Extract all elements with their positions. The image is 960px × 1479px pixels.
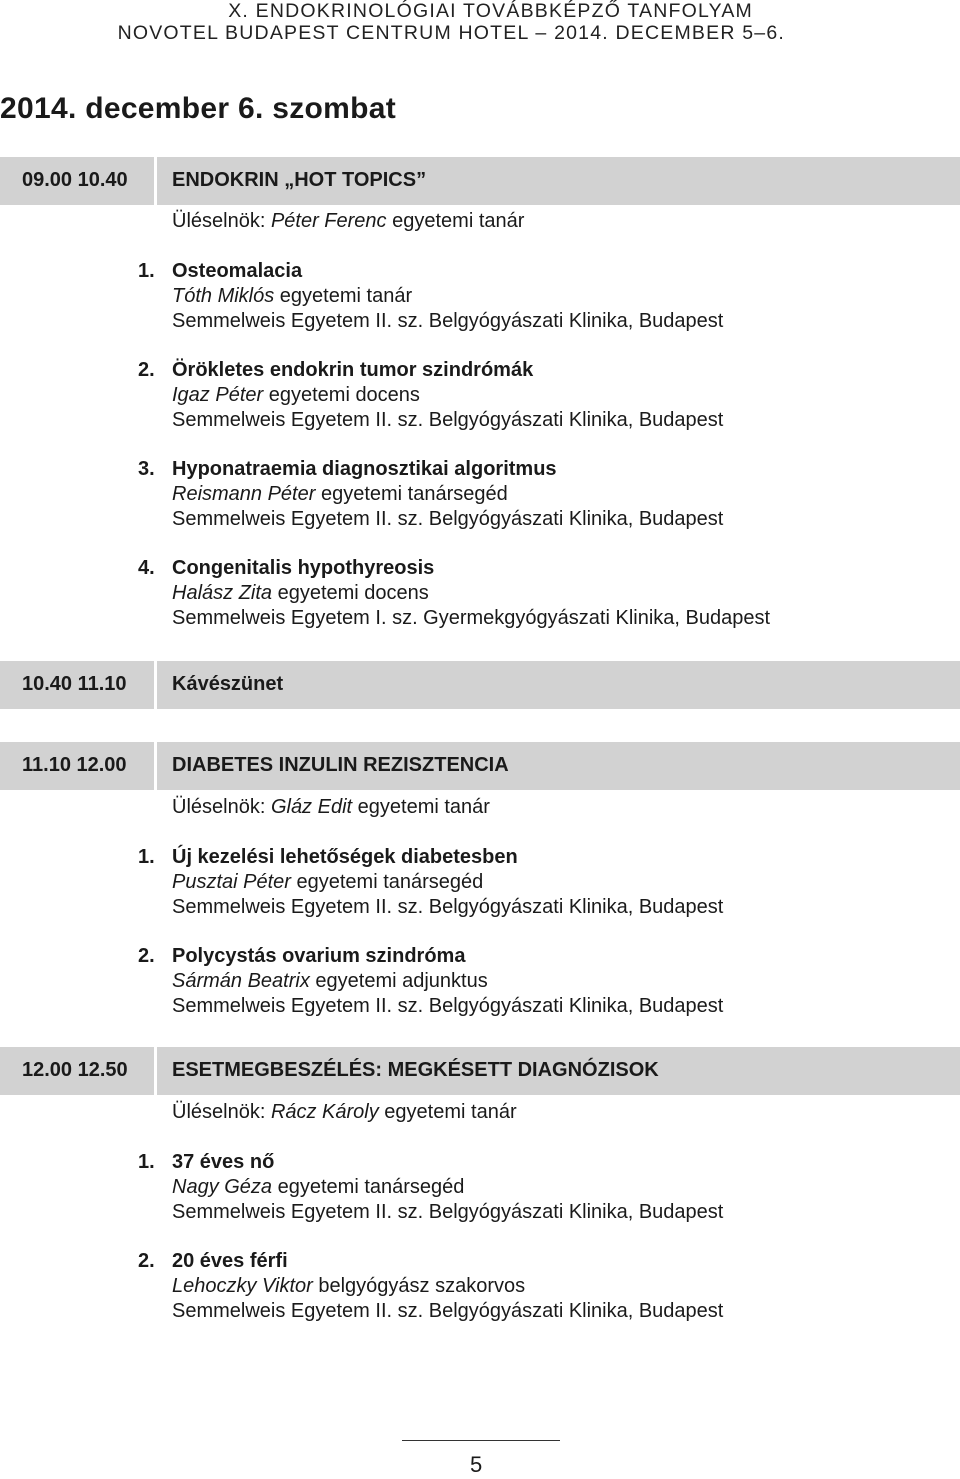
talk-speaker: Tóth Miklós egyetemi tanár xyxy=(172,285,413,307)
session-time: 10.40 11.10 xyxy=(22,673,127,695)
talk-number: 4. xyxy=(138,557,155,579)
talk-number: 2. xyxy=(138,1250,155,1272)
talk-affiliation: Semmelweis Egyetem II. sz. Belgyógyászati Klinika, Budapest xyxy=(172,896,724,918)
talk-affiliation: Semmelweis Egyetem II. sz. Belgyógyászati Klinika, Budapest xyxy=(172,409,724,431)
session-title: ESETMEGBESZÉLÉS: MEGKÉSETT DIAGNÓZISOK xyxy=(172,1059,659,1081)
talk-number: 2. xyxy=(138,359,155,381)
talk-affiliation: Semmelweis Egyetem I. sz. Gyermekgyógyászati Klinika, Budapest xyxy=(172,607,771,629)
talk-title: Örökletes endokrin tumor szindrómák xyxy=(172,359,534,381)
talk-affiliation: Semmelweis Egyetem II. sz. Belgyógyászati Klinika, Budapest xyxy=(172,508,724,530)
header-line-2: NOVOTEL BUDAPEST CENTRUM HOTEL – 2014. DECEMBER 5–6. xyxy=(117,22,785,44)
session-chair: Üléselnök: Gláz Edit egyetemi tanár xyxy=(172,796,490,818)
talk-speaker: Igaz Péter egyetemi docens xyxy=(172,384,420,406)
talk-title: 20 éves férfi xyxy=(172,1250,288,1272)
session-chair: Üléselnök: Rácz Károly egyetemi tanár xyxy=(172,1101,517,1123)
talk-speaker: Pusztai Péter egyetemi tanársegéd xyxy=(172,871,484,893)
talk-title: Osteomalacia xyxy=(172,260,303,282)
talk-number: 3. xyxy=(138,458,155,480)
talk-number: 1. xyxy=(138,846,155,868)
talk-title: Congenitalis hypothyreosis xyxy=(172,557,435,579)
session-title: Kávészünet xyxy=(172,673,284,695)
talk-affiliation: Semmelweis Egyetem II. sz. Belgyógyászati Klinika, Budapest xyxy=(172,995,724,1017)
session-time: 11.10 12.00 xyxy=(22,754,127,776)
talk-title: Hyponatraemia diagnosztikai algoritmus xyxy=(172,458,557,480)
talk-number: 2. xyxy=(138,945,155,967)
talk-speaker: Nagy Géza egyetemi tanársegéd xyxy=(172,1176,465,1198)
footer-rule xyxy=(402,1440,560,1441)
talk-speaker: Sármán Beatrix egyetemi adjunktus xyxy=(172,970,488,992)
session-chair: Üléselnök: Péter Ferenc egyetemi tanár xyxy=(172,210,525,232)
talk-affiliation: Semmelweis Egyetem II. sz. Belgyógyászati Klinika, Budapest xyxy=(172,1300,724,1322)
talk-title: Új kezelési lehetőségek diabetesben xyxy=(172,846,518,868)
talk-title: 37 éves nő xyxy=(172,1151,275,1173)
session-band xyxy=(0,157,960,205)
talk-number: 1. xyxy=(138,1151,155,1173)
talk-affiliation: Semmelweis Egyetem II. sz. Belgyógyászati Klinika, Budapest xyxy=(172,310,724,332)
session-title: DIABETES INZULIN REZISZTENCIA xyxy=(172,754,509,776)
page-number: 5 xyxy=(470,1452,483,1477)
session-band xyxy=(0,1047,960,1095)
talk-speaker: Halász Zita egyetemi docens xyxy=(172,582,429,604)
talk-speaker: Reismann Péter egyetemi tanársegéd xyxy=(172,483,508,505)
day-title: 2014. december 6. szombat xyxy=(0,92,397,125)
session-time: 12.00 12.50 xyxy=(22,1059,128,1081)
session-title: ENDOKRIN „HOT TOPICS” xyxy=(172,169,427,191)
talk-title: Polycystás ovarium szindróma xyxy=(172,945,466,967)
talk-speaker: Lehoczky Viktor belgyógyász szakorvos xyxy=(172,1275,526,1297)
session-time: 09.00 10.40 xyxy=(22,169,128,191)
header-line-1: X. ENDOKRINOLÓGIAI TOVÁBBKÉPZŐ TANFOLYAM xyxy=(228,0,753,22)
talk-number: 1. xyxy=(138,260,155,282)
session-band xyxy=(0,661,960,709)
session-band xyxy=(0,742,960,790)
talk-affiliation: Semmelweis Egyetem II. sz. Belgyógyászati Klinika, Budapest xyxy=(172,1201,724,1223)
